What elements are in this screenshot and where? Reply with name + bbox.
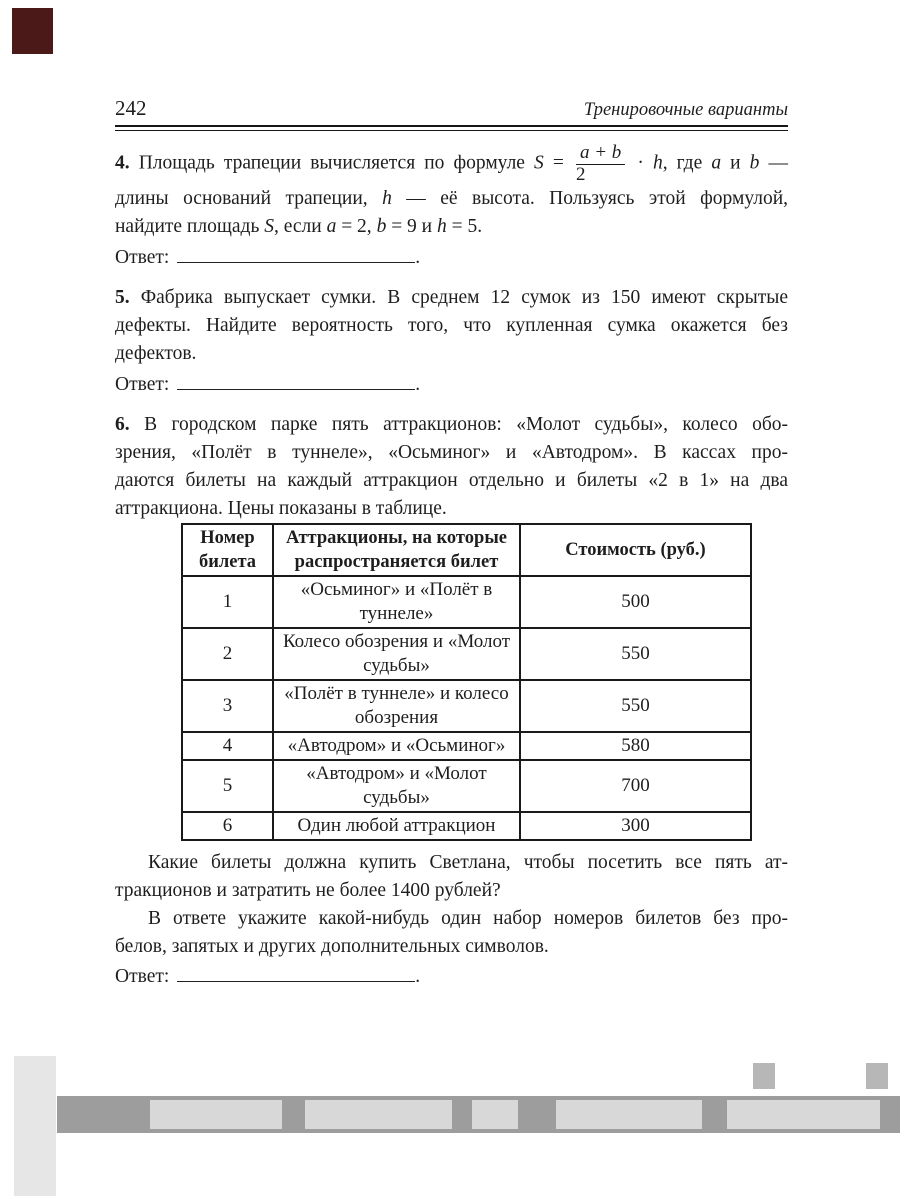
problem-5 — [115, 284, 788, 368]
answer-label: Ответ: — [115, 374, 170, 396]
watermark-block — [556, 1100, 702, 1129]
watermark-band — [57, 1096, 900, 1133]
text-line — [115, 312, 788, 340]
table-row — [182, 732, 751, 760]
text-segment: = — [543, 152, 573, 174]
text-segment: белов, запятых и других дополнительных символов. — [115, 936, 549, 958]
watermark-block — [150, 1100, 282, 1129]
answer-period: . — [415, 247, 421, 269]
text-line — [115, 439, 788, 467]
scan-artifact-square — [866, 1063, 888, 1089]
text-segment: Какие билеты должна купить Светлана, чтобы посетить все пять ат- — [148, 852, 788, 874]
fraction — [576, 143, 625, 185]
text-segment: h — [652, 152, 663, 174]
text-line — [115, 467, 788, 495]
cell-attractions: Колесо обозрения и «Молот судьбы» — [273, 628, 520, 680]
cell-attractions: Один любой аттракцион — [273, 812, 520, 840]
cell-attractions: «Осьминог» и «Полёт в туннеле» — [273, 576, 520, 628]
text-segment: · — [628, 152, 653, 174]
text-segment: = 9 и — [386, 216, 437, 238]
text-segment: зрения, «Полёт в туннеле», «Осьминог» и «Автодром». В кассах про- — [115, 442, 788, 464]
table-row — [182, 576, 751, 628]
text-segment: , где — [662, 152, 712, 174]
cell-cost: 580 — [520, 732, 751, 760]
table-row — [182, 760, 751, 812]
col-header-cost: Стоимость (руб.) — [520, 524, 751, 576]
watermark-block — [305, 1100, 452, 1129]
text-line — [115, 877, 788, 905]
answer-row-4 — [115, 245, 788, 271]
table-row — [182, 628, 751, 680]
cell-attractions: «Автодром» и «Осьминог» — [273, 732, 520, 760]
running-title: Тренировочные варианты — [583, 100, 788, 120]
text-segment: 5. — [115, 287, 130, 309]
text-segment: тракционов и затратить не более 1400 рублей? — [115, 880, 501, 902]
answer-period: . — [415, 374, 421, 396]
text-line — [115, 185, 788, 213]
text-segment: дефектов. — [115, 343, 197, 365]
text-segment: S — [264, 216, 274, 238]
text-segment: S — [534, 152, 544, 174]
text-line — [115, 340, 788, 368]
text-segment: , если — [273, 216, 327, 238]
cell-ticket-number: 2 — [182, 628, 273, 680]
text-segment: a — [326, 216, 337, 238]
answer-blank — [177, 375, 415, 390]
page-header — [115, 96, 788, 121]
page-content — [115, 96, 788, 990]
scan-artifact-corner-square — [12, 8, 53, 54]
question-paragraph-2 — [115, 905, 788, 961]
answer-label: Ответ: — [115, 247, 170, 269]
watermark-block — [727, 1100, 880, 1129]
question-paragraph-1 — [115, 849, 788, 905]
text-segment: 6. — [115, 414, 130, 436]
cell-ticket-number: 4 — [182, 732, 273, 760]
text-segment: Фабрика выпускает сумки. В среднем 12 сумок из 150 имеют скрытые — [129, 287, 788, 309]
fraction-denominator: 2 — [576, 164, 625, 186]
answer-period: . — [415, 966, 421, 988]
header-rule — [115, 125, 788, 131]
text-segment: длины оснований трапеции, — [115, 188, 383, 210]
cell-cost: 700 — [520, 760, 751, 812]
text-segment: h — [382, 188, 392, 210]
col-header-ticket-number: Номер билета — [182, 524, 273, 576]
text-line — [115, 905, 788, 933]
text-line — [115, 143, 788, 185]
text-segment: = 2, — [336, 216, 377, 238]
problem-6 — [115, 411, 788, 523]
table-header-row — [182, 524, 751, 576]
text-segment: = 5. — [446, 216, 483, 238]
page-number: 242 — [115, 96, 147, 120]
text-segment: Площадь трапеции вычисляется по формуле — [129, 152, 535, 174]
cell-cost: 500 — [520, 576, 751, 628]
cell-ticket-number: 1 — [182, 576, 273, 628]
scan-artifact-left-strip — [14, 1056, 56, 1196]
answer-row-6 — [115, 964, 788, 990]
text-segment: найдите площадь — [115, 216, 265, 238]
text-segment: — её высота. Пользуясь этой формулой, — [391, 188, 788, 210]
cell-attractions: «Полёт в туннеле» и колесо обозрения — [273, 680, 520, 732]
text-line — [115, 411, 788, 439]
cell-ticket-number: 5 — [182, 760, 273, 812]
cell-cost: 300 — [520, 812, 751, 840]
text-segment: В ответе укажите какой-нибудь один набор номеров билетов без про- — [148, 908, 788, 930]
text-segment: — — [759, 152, 788, 174]
answer-label: Ответ: — [115, 966, 170, 988]
text-line — [115, 495, 788, 523]
answer-blank — [177, 967, 415, 982]
watermark-block — [472, 1100, 518, 1129]
text-segment: b — [376, 216, 387, 238]
col-header-attractions: Аттракционы, на которые распространяется билет — [273, 524, 520, 576]
cell-ticket-number: 3 — [182, 680, 273, 732]
text-segment: и — [721, 152, 750, 174]
text-segment: даются билеты на каждый аттракцион отдельно и билеты «2 в 1» на два — [115, 470, 788, 492]
table-row — [182, 812, 751, 840]
fraction-numerator: a + b — [579, 142, 622, 163]
text-segment: аттракциона. Цены показаны в таблице. — [115, 498, 447, 520]
text-segment: h — [437, 216, 447, 238]
scan-artifact-square — [753, 1063, 775, 1089]
text-line — [115, 933, 788, 961]
text-segment: 4. — [115, 152, 130, 174]
text-segment: a — [711, 152, 722, 174]
text-line — [115, 284, 788, 312]
cell-cost: 550 — [520, 680, 751, 732]
ticket-price-table — [181, 523, 752, 841]
cell-cost: 550 — [520, 628, 751, 680]
text-segment: b — [749, 152, 760, 174]
text-line — [115, 849, 788, 877]
cell-ticket-number: 6 — [182, 812, 273, 840]
answer-row-5 — [115, 372, 788, 398]
answer-blank — [177, 248, 415, 263]
text-line — [115, 213, 788, 241]
text-segment: В городском парке пять аттракционов: «Молот судьбы», колесо обо- — [129, 414, 788, 436]
cell-attractions: «Автодром» и «Молот судьбы» — [273, 760, 520, 812]
problem-4 — [115, 143, 788, 241]
table-row — [182, 680, 751, 732]
text-segment: дефекты. Найдите вероятность того, что купленная сумка окажется без — [115, 315, 788, 337]
